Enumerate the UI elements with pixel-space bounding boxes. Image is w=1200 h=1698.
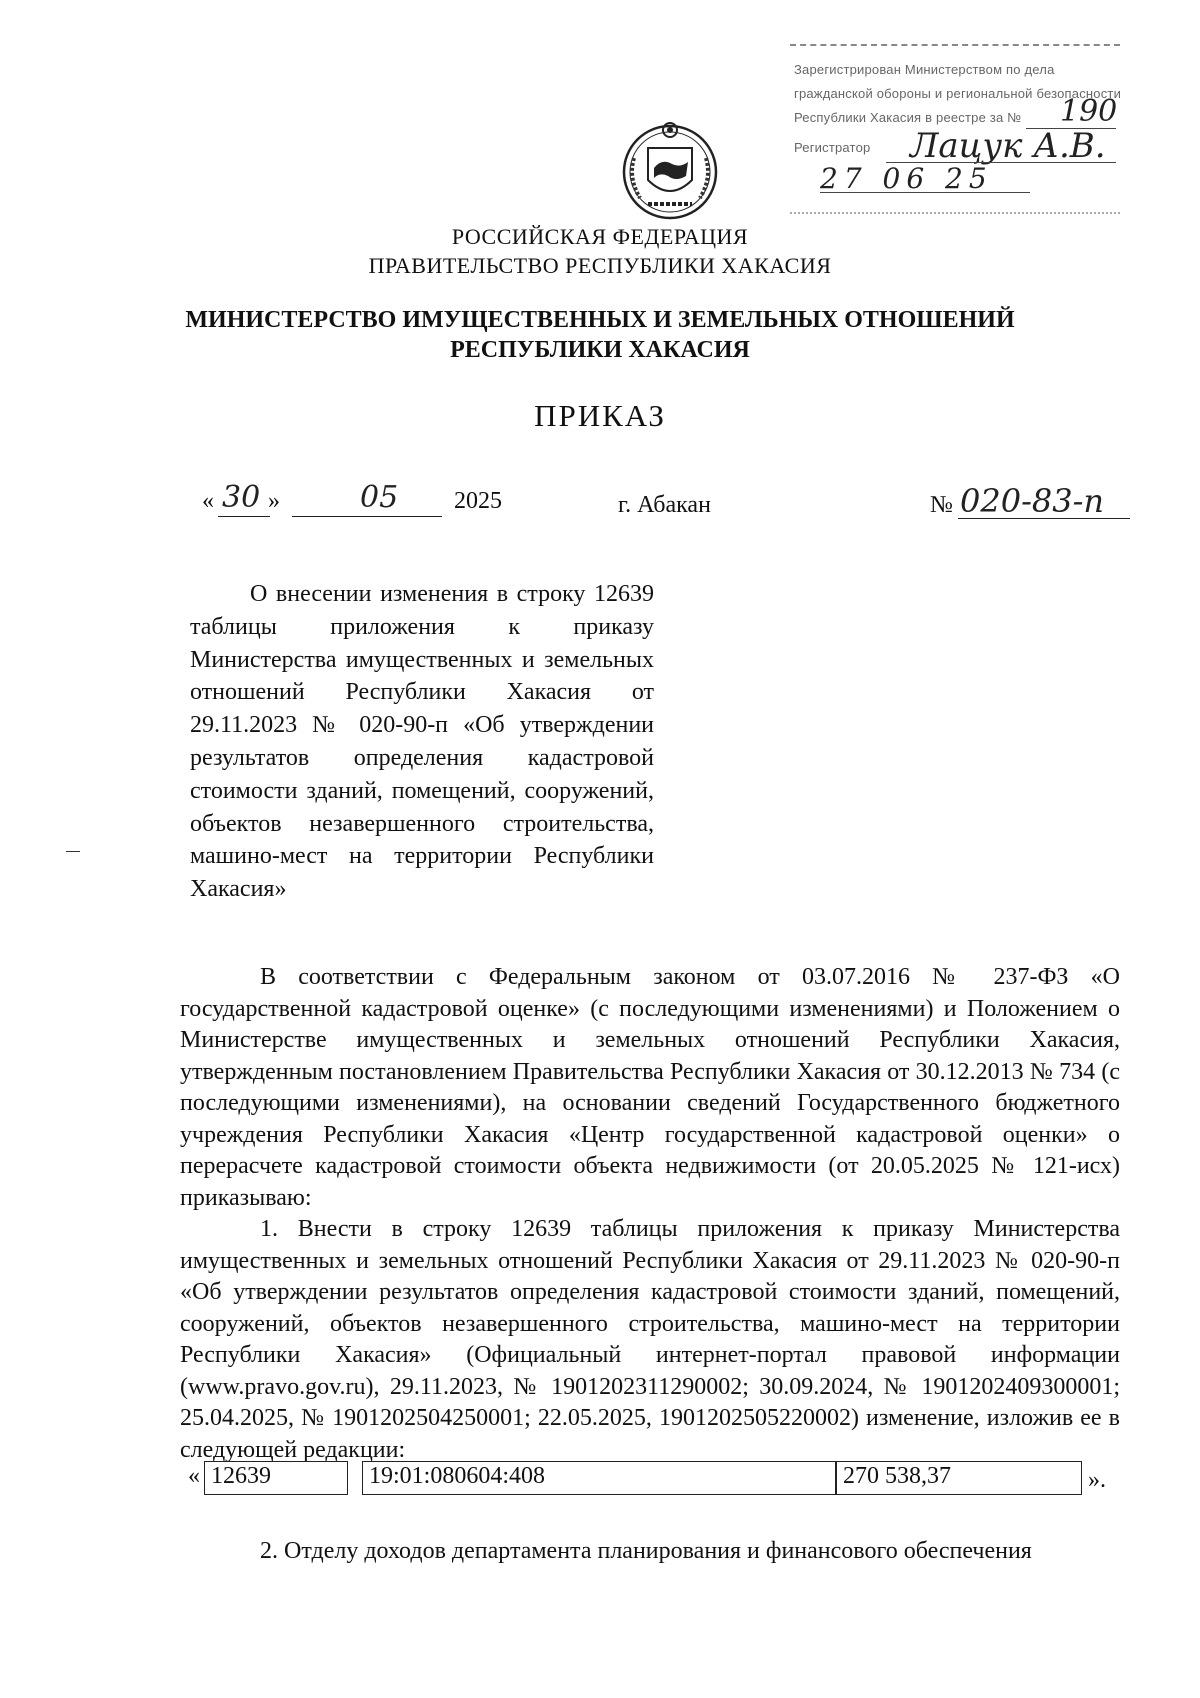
stamp-dashed-border	[790, 44, 1120, 46]
margin-mark	[66, 851, 80, 852]
row-open-quote: «	[188, 1463, 200, 1489]
ministry-name-line-2: РЕСПУБЛИКИ ХАКАСИЯ	[450, 337, 750, 363]
registration-stamp	[790, 42, 1120, 220]
stamp-registrar-signature: Лацук А.В.	[910, 126, 1106, 166]
cadastral-value-cell: 270 538,37	[836, 1461, 1082, 1495]
ministry-name-line-1: МИНИСТЕРСТВО ИМУЩЕСТВЕННЫХ И ЗЕМЕЛЬНЫХ ОТНОШЕНИЙ	[185, 307, 1015, 333]
order-item-1: 1. Внести в строку 12639 таблицы приложения к приказу Министерства имущественных и земельных отношений Республики Хакасия от 29.11.2023 № 020-90-п «Об утверждении результатов определения кадастровой стоимости зданий, помещений, сооружений, объектов незавершенного строительства, машино-мест на территории Республики Хакасия» (Официальный интернет-портал правовой информации (www.pravo.gov.ru), 29.11.2023, № 1901202311290002; 30.09.2024, № 1901202409300001; 25.04.2025, № 1901202504250001; 22.05.2025, 1901202505220002) изменение, изложив ее в следующей редакции:	[180, 1216, 1120, 1463]
cadastral-number-cell: 19:01:080604:408	[362, 1461, 836, 1495]
date-month: 05	[360, 480, 399, 515]
table-row	[180, 1461, 1120, 1501]
document-number-sign: №	[930, 492, 953, 518]
date-quote-open: «	[202, 488, 214, 514]
order-subject	[190, 578, 654, 906]
stamp-line-2: гражданской обороны и региональной безопасности	[794, 86, 1122, 101]
stamp-line-1: Зарегистрирован Министерством по дела	[794, 62, 1055, 77]
row-number-cell: 12639	[204, 1461, 348, 1495]
order-item-2: 2. Отделу доходов департамента планирования и финансового обеспечения	[260, 1538, 1032, 1564]
stamp-reg-number: 190	[1060, 94, 1118, 129]
header-country: РОССИЙСКАЯ ФЕДЕРАЦИЯ	[451, 224, 749, 249]
document-number: 020-83-п	[960, 482, 1105, 520]
coat-of-arms-emblem	[618, 118, 722, 222]
order-subject-text: О внесении изменения в строку 12639 таблицы приложения к приказу Министерства имущественных и земельных отношений Республики Хакасия от 29.11.2023 № 020-90-п «Об утверждении результатов определения кадастровой стоимости зданий, помещений, сооружений, объектов незавершенного строительства, машино-мест на территории Республики Хакасия»	[190, 581, 654, 903]
header-government: ПРАВИТЕЛЬСТВО РЕСПУБЛИКИ ХАКАСИЯ	[368, 253, 832, 278]
date-day: 30	[222, 480, 261, 515]
order-body	[180, 962, 1120, 1466]
stamp-reg-date: 27 06 25	[820, 162, 993, 195]
stamp-line-4: Регистратор	[794, 140, 871, 155]
order-preamble: В соответствии с Федеральным законом от 03.07.2016 № 237-ФЗ «О государственной кадастровой оценке» (с последующими изменениями) и Положением о Министерстве имущественных и земельных отношений Республики Хакасия, утвержденным постановлением Правительства Республики Хакасия от 30.12.2013 № 734 (с последующими изменениями), на основании сведений Государственного бюджетного учреждения Республики Хакасия «Центр государственной кадастровой оценки» о перерасчете кадастровой стоимости объекта недвижимости (от 20.05.2025 № 121-исх) приказываю:	[180, 964, 1120, 1211]
stamp-line-3: Республики Хакасия в реестре за №	[794, 110, 1022, 125]
document-city: г. Абакан	[618, 492, 711, 518]
row-close-quote: ».	[1088, 1467, 1106, 1493]
document-type-title: ПРИКАЗ	[534, 398, 666, 433]
date-quote-close: »	[268, 488, 280, 514]
date-year: 2025	[454, 488, 502, 514]
date-number-line	[0, 480, 1200, 528]
